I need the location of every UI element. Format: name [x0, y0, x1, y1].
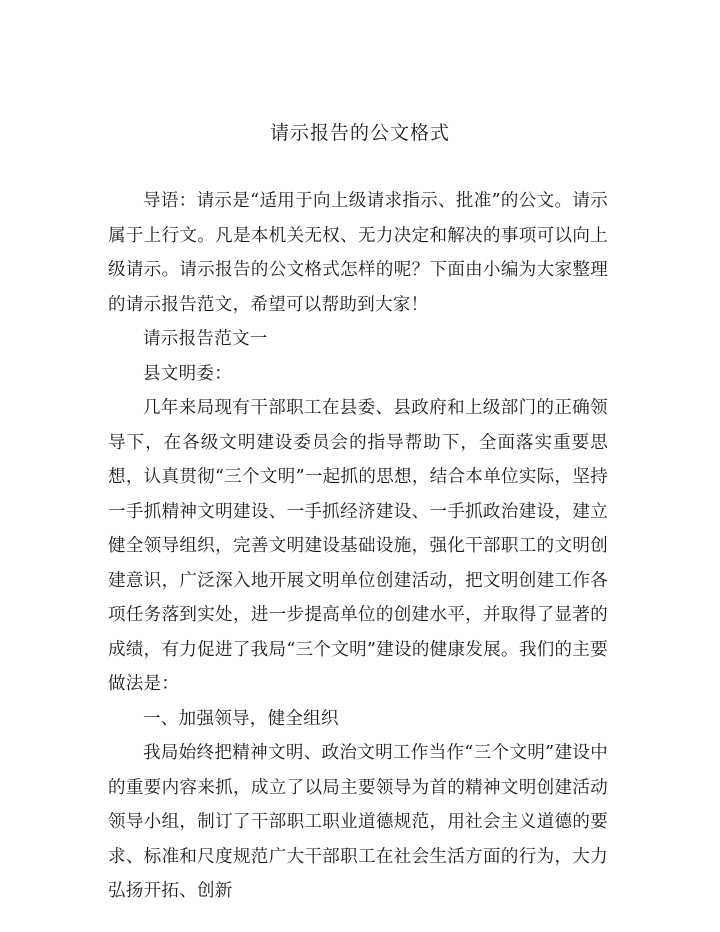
section-heading-sample-one: 请示报告范文一: [143, 329, 268, 349]
intro-paragraph: 导语：请示是“适用于向上级请求指示、批准”的公文。请示属于上行文。凡是本机关无权、无力决定和解决的事项可以向上级请示。请示报告的公文格式怎样的呢？下面由小编为大家整理的请示报告范文，希望可以帮助到大家！: [108, 191, 608, 315]
body-paragraph: 几年来局现有干部职工在县委、县政府和上级部门的正确领导下，在各级文明建设委员会的指导帮助下，全面落实重要思想，认真贯彻“三个文明”一起抓的思想，结合本单位实际，坚持一手抓精神文明建设、一手抓经济建设、一手抓政治建设，建立健全领导组织，完善文明建设基础设施，强化干部职工的文明创建意识，广泛深入地开展文明单位创建活动，把文明创建工作各项任务落到实处，进一步提高单位的创建水平，并取得了显著的成绩，有力促进了我局“三个文明”建设的健康发展。我们的主要做法是：: [108, 398, 608, 694]
document-title: 请示报告的公文格式: [269, 122, 450, 144]
salutation: 县文明委：: [143, 363, 232, 384]
body-paragraph: 我局始终把精神文明、政治文明工作当作“三个文明”建设中的重要内容来抓，成立了以局主要领导为首的精神文明创建活动领导小组，制订了干部职工职业道德规范，用社会主义道德的要求、标准和尺度规范广大干部职工在社会生活方面的行为，大力弘扬开拓、创新: [108, 743, 608, 901]
document-body: [108, 184, 608, 909]
subheading-leadership: 一、加强领导，健全组织: [143, 708, 339, 729]
